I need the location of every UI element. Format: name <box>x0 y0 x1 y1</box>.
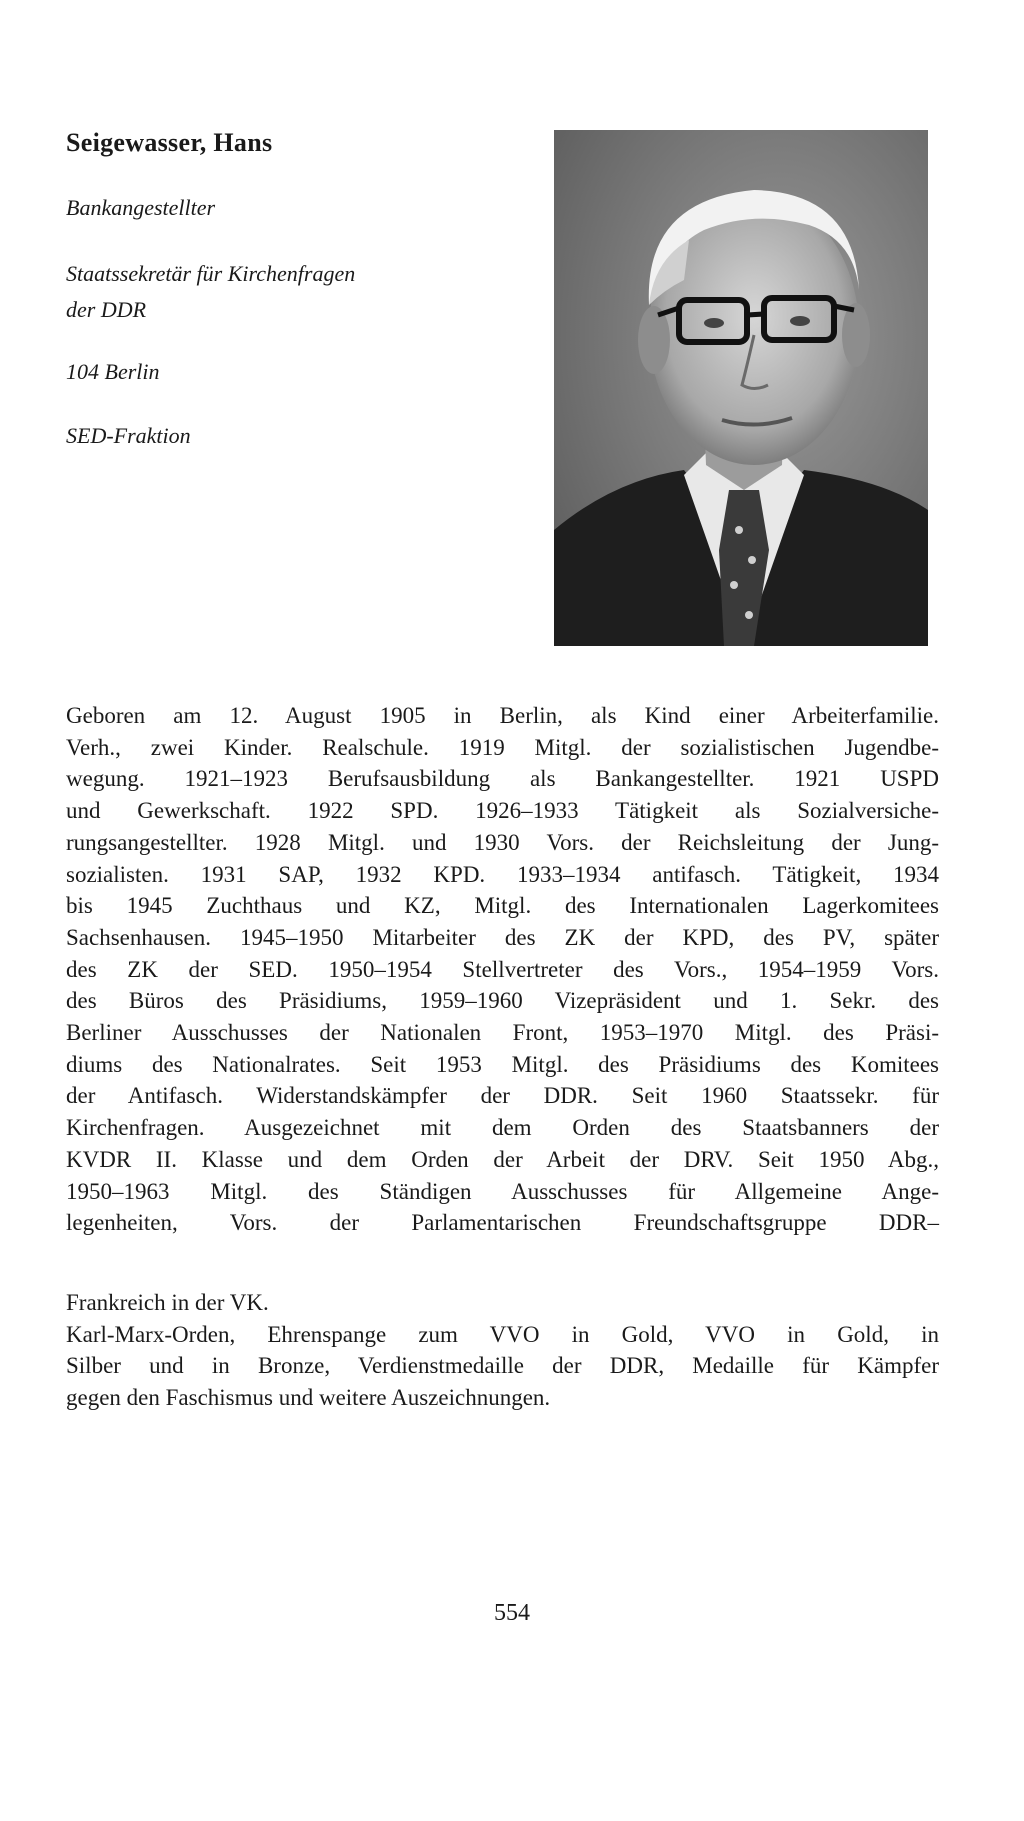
page-number: 554 <box>494 1600 530 1626</box>
biography-last-line: Frankreich in der VK. <box>66 1290 269 1315</box>
entry-location: 104 Berlin <box>66 359 160 384</box>
biography-line: wegung. 1921–1923 Berufsausbildung als Bankangestellter. 1921 USPD <box>66 766 939 792</box>
biography-line: der Antifasch. Widerstandskämpfer der DDR. Seit 1960 Staatssekr. für <box>66 1083 939 1109</box>
entry-position <box>66 256 355 328</box>
biography-line: 1950–1963 Mitgl. des Ständigen Ausschusses für Allgemeine Ange- <box>66 1178 939 1204</box>
awards-line: Karl-Marx-Orden, Ehrenspange zum VVO in Gold, VVO in Gold, in <box>66 1321 939 1347</box>
biography-line: diums des Nationalrates. Seit 1953 Mitgl. des Präsidiums des Komitees <box>66 1051 939 1077</box>
awards-line: Silber und in Bronze, Verdienstmedaille der DDR, Medaille für Kämpfer <box>66 1353 939 1379</box>
biography-line: des ZK der SED. 1950–1954 Stellvertreter des Vors., 1954–1959 Vors. <box>66 956 939 982</box>
biography-line: des Büros des Präsidiums, 1959–1960 Vizepräsident und 1. Sekr. des <box>66 988 939 1014</box>
biography-line: Verh., zwei Kinder. Realschule. 1919 Mitgl. der sozialistischen Jugendbe- <box>66 734 939 760</box>
portrait-photo <box>554 130 928 646</box>
biography-line: bis 1945 Zuchthaus und KZ, Mitgl. des Internationalen Lagerkomitees <box>66 893 939 919</box>
biography-line: rungsangestellter. 1928 Mitgl. und 1930 Vors. der Reichsleitung der Jung- <box>66 829 939 855</box>
entry-name: Seigewasser, Hans <box>66 128 273 157</box>
portrait-illustration <box>554 130 928 646</box>
biography-line: Geboren am 12. August 1905 in Berlin, als Kind einer Arbeiterfamilie. <box>66 703 939 728</box>
biography-line: Kirchenfragen. Ausgezeichnet mit dem Orden des Staatsbanners der <box>66 1115 939 1141</box>
biography-line: und Gewerkschaft. 1922 SPD. 1926–1933 Tätigkeit als Sozialversiche- <box>66 798 939 824</box>
biography-line: Sachsenhausen. 1945–1950 Mitarbeiter des ZK der KPD, des PV, später <box>66 924 939 950</box>
entry-faction: SED-Fraktion <box>66 423 191 448</box>
biography-ending <box>66 1287 939 1414</box>
biography-line: sozialisten. 1931 SAP, 1932 KPD. 1933–1934 antifasch. Tätigkeit, 1934 <box>66 861 939 887</box>
entry-position-line2: der DDR <box>66 297 147 322</box>
entry-profession: Bankangestellter <box>66 195 216 220</box>
biography-line: KVDR II. Klasse und dem Orden der Arbeit der DRV. Seit 1950 Abg., <box>66 1146 939 1172</box>
biography-line: legenheiten, Vors. der Parlamentarischen Freundschaftsgruppe DDR– <box>66 1210 939 1236</box>
entry-position-line1: Staatssekretär für Kirchenfragen <box>66 261 356 286</box>
biography-text <box>66 700 939 1239</box>
biography-line: Berliner Ausschusses der Nationalen Front, 1953–1970 Mitgl. des Präsi- <box>66 1020 939 1046</box>
awards-last-line: gegen den Faschismus und weitere Auszeichnungen. <box>66 1385 551 1411</box>
